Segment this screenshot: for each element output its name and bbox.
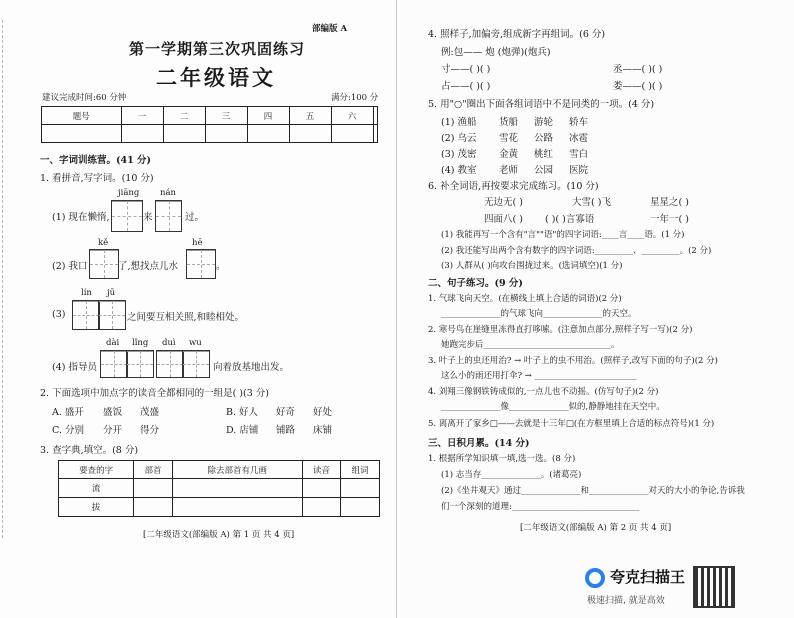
tianzige-box[interactable] (155, 200, 182, 232)
sentence-1-blank[interactable]: ______________的气球飞向______________的天空。 (441, 309, 637, 319)
table-header: 除去部首有几画 (172, 461, 302, 479)
review-1-a[interactable]: (1) 志当存______________。(诸葛亮) (441, 470, 582, 480)
option-a-2: 盛饭 (103, 407, 123, 418)
question-3: 3. 查字典,填空。(8 分) (40, 445, 139, 456)
tianzige-box[interactable] (100, 350, 128, 378)
q5-row: (3) 茂密 (441, 149, 477, 160)
score-table (41, 106, 378, 143)
q5-row: (1) 渔船 (441, 117, 477, 128)
q6-idiom: 大雪( )飞 (572, 197, 611, 208)
table-header: 部首 (134, 461, 173, 479)
q6-idiom: 星星之( ) (650, 197, 689, 208)
q5-word: 公园 (534, 165, 554, 176)
score-cell[interactable] (163, 125, 205, 143)
option-b-2: 好奇 (276, 407, 296, 418)
sentence-3: 3. 叶子上的虫还用治? → 叶子上的虫不用治。(照样子,改写下面的句子)(2 分) (428, 356, 718, 366)
score-cell[interactable] (121, 125, 163, 143)
score-cell: 二 (163, 107, 205, 125)
q1-1-post: 过。 (185, 212, 205, 223)
option-d-3: 床铺 (313, 425, 333, 436)
q5-word: 雪白 (569, 149, 589, 160)
pinyin: nán (160, 188, 177, 198)
table-cell: 流 (59, 479, 134, 498)
q6-sub-1: (1) 我能再写一个含有"言""语"的四字词语:____言____语。(1 分) (441, 230, 685, 240)
table-header: 读音 (302, 461, 341, 479)
sentence-2-blank[interactable]: 她跑完步后______________________________。 (441, 340, 620, 350)
q5-word: 桃红 (534, 149, 554, 160)
q6-sub-3: (3) 人群从( )向攻台围拢过来。(选词填空)(1 分) (441, 261, 623, 271)
q6-sub-2: (2) 我还能写出两个含有数字的四字词语:_________、_________。(2 分) (441, 246, 712, 256)
tianzige-box[interactable] (182, 350, 210, 378)
q4-item: 丞——( )( ) (613, 64, 663, 75)
q1-4-post: 向着放基地出发。 (213, 362, 290, 373)
score-cell: 题号 (42, 107, 122, 125)
sentence-2: 2. 寒号鸟在崖缝里冻得直打哆嗦。(注意加点部分,照样子写一写)(2 分) (428, 325, 693, 335)
tianzige-box[interactable] (186, 249, 216, 279)
q1-3-text: (3) (52, 309, 66, 320)
q6-idiom: ( )( )言寡语 (545, 214, 595, 225)
table-cell[interactable] (134, 498, 173, 517)
pinyin: kě (98, 238, 109, 248)
option-d-2: 铺路 (276, 425, 296, 436)
section-3-heading: 三、日积月累。(14 分) (428, 438, 530, 449)
dictionary-table (58, 460, 380, 517)
q5-word: 医院 (569, 165, 589, 176)
q5-row: (4) 教室 (441, 165, 477, 176)
q1-2-post: 。 (216, 261, 226, 272)
review-1-c[interactable]: 们一个深刻的道理:______________________________ (441, 502, 640, 512)
tianzige-box[interactable] (156, 350, 184, 378)
option-c-3: 得分 (140, 425, 160, 436)
question-1: 1. 看拼音,写字词。(10 分) (40, 173, 154, 184)
question-6: 6. 补全词语,再按要求完成练习。(10 分) (428, 181, 599, 192)
table-cell[interactable] (302, 479, 341, 498)
review-1-b[interactable]: (2)《坐井观天》通过______________和______________对天的大小的争论,告诉我 (441, 486, 745, 496)
q1-1-mid: 来 (143, 212, 153, 223)
q1-2-text: (2) 我口 (52, 261, 88, 272)
sentence-3-blank[interactable]: 这么小的雨还用打伞? → ________________________ (441, 371, 637, 381)
pinyin: wu (189, 338, 202, 348)
page-2 (397, 0, 794, 618)
q1-1-text: (1) 现在懒惰, (52, 212, 110, 223)
question-4: 4. 照样子,加偏旁,组成新字再组词。(6 分) (428, 29, 606, 40)
section-2-heading: 二、句子练习。(9 分) (428, 278, 523, 289)
table-cell[interactable] (341, 479, 380, 498)
score-cell[interactable] (247, 125, 289, 143)
q5-word: 货船 (499, 117, 519, 128)
section-1-heading: 一、字词训练营。(41 分) (40, 155, 152, 166)
q5-word: 老师 (499, 165, 519, 176)
question-5: 5. 用"○"圈出下面各组词语中不是同类的一项。(4 分) (428, 99, 655, 110)
pinyin: jū (107, 288, 116, 298)
tianzige-box[interactable] (72, 300, 100, 330)
q4-item: 娄——( )( ) (613, 81, 663, 92)
q5-word: 公路 (534, 133, 554, 144)
watermark-name: 夸克扫描王 (610, 568, 686, 586)
sentence-5: 5. 离离开了家乡□——去就是十三年□(在方框里填上合适的标点符号)(1 分) (428, 419, 715, 429)
review-1: 1. 根据所学知识填一填,选一选。(8 分) (428, 454, 576, 464)
table-cell: 拔 (59, 498, 134, 517)
option-c-2: 分开 (103, 425, 123, 436)
score-cell[interactable] (289, 125, 331, 143)
table-header: 组词 (341, 461, 380, 479)
score-cell[interactable] (42, 125, 122, 143)
table-cell[interactable] (172, 479, 302, 498)
score-cell[interactable] (205, 125, 247, 143)
option-a-1: A. 盛开 (52, 407, 84, 418)
sentence-1: 1. 气球飞向天空。(在横线上填上合适的词语)(2 分) (428, 294, 622, 304)
q4-item: 寸——( )( ) (441, 64, 491, 75)
pinyin: lǐng (132, 338, 149, 348)
tianzige-box[interactable] (126, 350, 154, 378)
question-2: 2. 下面选项中加点字的读音全都相同的一组是( )(3 分) (40, 388, 269, 399)
exam-subtitle: 第一学期第三次巩固练习 (129, 40, 306, 58)
score-cell: 六 (331, 107, 373, 125)
time-limit: 建议完成时间:60 分钟 (42, 93, 127, 103)
watermark-tagline: 极速扫描, 就是高效 (587, 596, 665, 606)
page-footer: [二年级语文(部编版 A) 第 1 页 共 4 页] (143, 530, 295, 540)
q1-2-mid: 了,想找点儿水 (118, 261, 179, 272)
q1-3-post: 之间要互相关照,和睦相处。 (127, 312, 245, 323)
table-cell[interactable] (172, 498, 302, 517)
table-cell[interactable] (134, 479, 173, 498)
sentence-4: 4. 刘翔三像钢铁铸成似的,一点儿也不动摇。(仿写句子)(2 分) (428, 387, 659, 397)
app-logo-icon (585, 568, 605, 588)
option-b-1: B. 好人 (226, 407, 259, 418)
q5-word: 金黄 (499, 149, 519, 160)
score-cell: 四 (247, 107, 289, 125)
qr-code-icon (693, 566, 735, 608)
q5-row: (2) 乌云 (441, 133, 477, 144)
option-d-1: D. 店铺 (226, 425, 259, 436)
q1-4-text: (4) 指导员 (52, 362, 97, 373)
q6-idiom: 一年一( ) (650, 214, 689, 225)
table-cell[interactable] (302, 498, 341, 517)
full-score: 满分:100 分 (331, 93, 379, 103)
tianzige-box[interactable] (89, 249, 119, 279)
option-b-3: 好处 (313, 407, 333, 418)
q6-idiom: 无边无( ) (484, 197, 523, 208)
q5-word: 冰雹 (569, 133, 589, 144)
binding-line (2, 20, 3, 538)
table-header: 要查的字 (59, 461, 134, 479)
score-cell: 五 (289, 107, 331, 125)
q5-word: 游轮 (534, 117, 554, 128)
option-c-1: C. 分别 (52, 425, 84, 436)
q4-example: 例:包—— 炮 (炮弹)(炮兵) (441, 47, 551, 58)
pinyin: duì (162, 338, 176, 348)
score-cell[interactable] (373, 125, 377, 143)
pinyin: dài (106, 338, 120, 348)
table-cell[interactable] (341, 498, 380, 517)
option-a-3: 茂盛 (140, 407, 160, 418)
score-cell[interactable] (331, 125, 373, 143)
tianzige-box[interactable] (111, 200, 143, 232)
q5-word: 轿车 (569, 117, 589, 128)
q5-word: 雪花 (499, 133, 519, 144)
tianzige-box[interactable] (98, 300, 126, 330)
score-cell (373, 107, 377, 125)
edition-label: 部编版 A (312, 24, 348, 34)
score-cell: 一 (121, 107, 163, 125)
score-cell: 三 (205, 107, 247, 125)
pinyin: lín (81, 288, 92, 298)
pinyin: hē (192, 238, 203, 248)
q6-idiom: 四面八( ) (484, 214, 523, 225)
exam-title: 二年级语文 (156, 65, 276, 90)
pinyin: jiāng (118, 188, 140, 198)
sentence-4-blank[interactable]: ______________像______________似的,静静地挂在天空中。 (441, 402, 665, 412)
page-footer: [二年级语文(部编版 A) 第 2 页 共 4 页] (520, 523, 672, 533)
q4-item: 占——( )( ) (441, 81, 491, 92)
